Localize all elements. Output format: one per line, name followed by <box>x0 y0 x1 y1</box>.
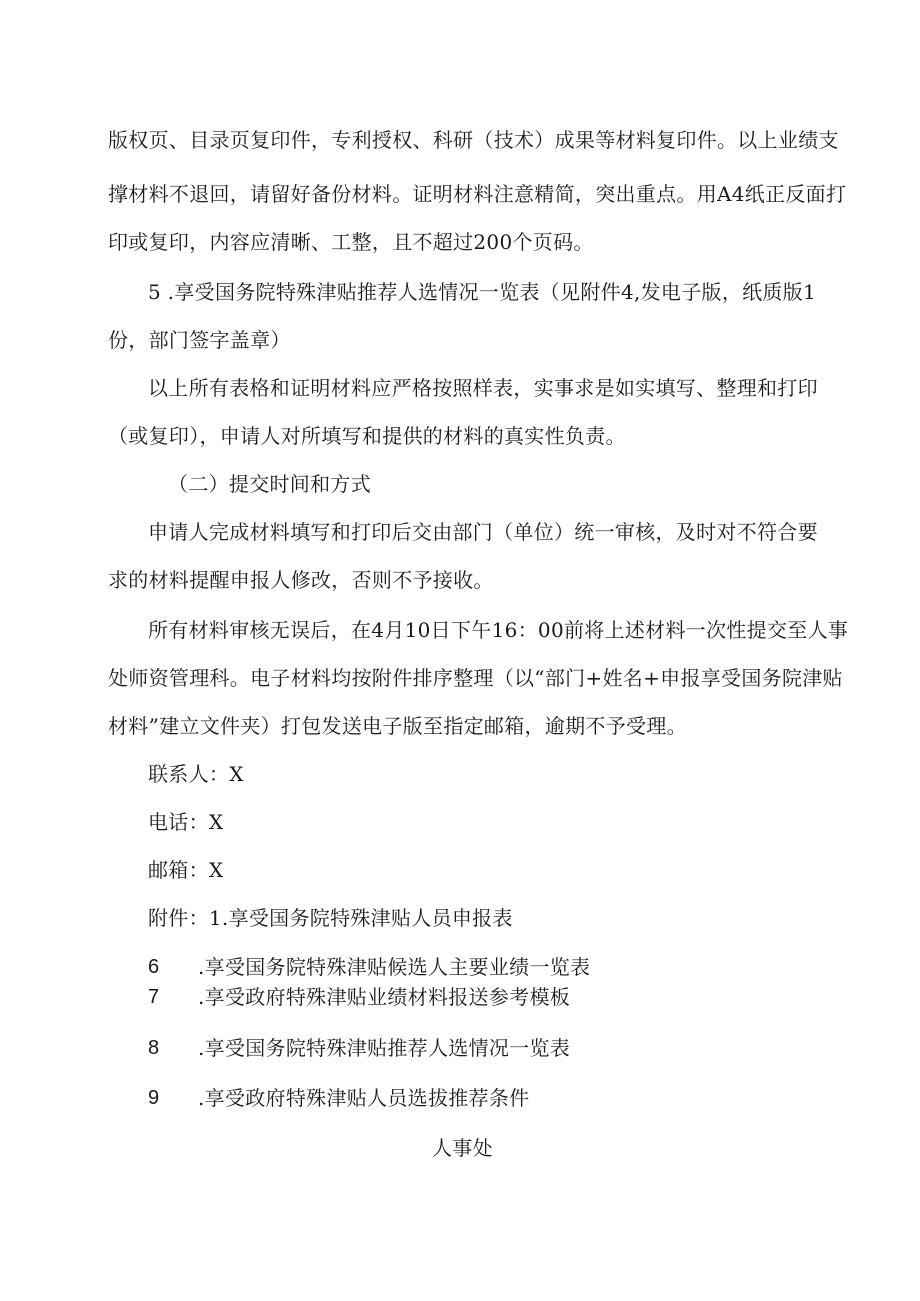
contact-person: 联系人：X <box>148 762 244 786</box>
attachment-number: 7 <box>148 986 160 1008</box>
submit-line-2: 处师资管理科。电子材料均按附件排序整理（以“部门+姓名+申报享受国务院津贴 <box>108 666 843 690</box>
truth-line-1: 以上所有表格和证明材料应严格按照样表，实事求是如实填写、整理和打印 <box>148 376 818 400</box>
attachment-number: 9 <box>148 1087 160 1109</box>
submit-line-3: 材料”建立文件夹）打包发送电子版至指定邮箱，逾期不予受理。 <box>108 714 687 738</box>
contact-email: 邮箱：X <box>148 858 224 882</box>
submit-line-1: 所有材料审核无误后，在4月10日下午16：00前将上述材料一次性提交至人事 <box>148 618 849 642</box>
materials-line-3: 印或复印，内容应清晰、工整，且不超过200个页码。 <box>108 230 594 254</box>
item5-line-2: 份，部门签字盖章） <box>108 328 291 352</box>
section-subheading: （二）提交时间和方式 <box>168 472 371 496</box>
materials-line-1: 版权页、目录页复印件，专利授权、科研（技术）成果等材料复印件。以上业绩支 <box>108 128 839 152</box>
signature-department: 人事处 <box>432 1136 493 1160</box>
truth-line-2: （或复印），申请人对所填写和提供的材料的真实性负责。 <box>108 424 626 448</box>
attachment-title: .享受国务院特殊津贴推荐人选情况一览表 <box>198 1036 571 1060</box>
attachment-number: 6 <box>148 956 160 978</box>
attachment-title: .享受政府特殊津贴业绩材料报送参考模板 <box>198 985 571 1009</box>
attachment-number: 8 <box>148 1037 160 1059</box>
item5-line-1: 5 .享受国务院特殊津贴推荐人选情况一览表（见附件4,发电子版，纸质版1 <box>148 280 817 304</box>
attachments-header: 附件：1.享受国务院特殊津贴人员申报表 <box>148 906 513 930</box>
materials-line-2: 撑材料不退回，请留好备份材料。证明材料注意精简，突出重点。用A4纸正反面打 <box>108 182 847 206</box>
contact-phone: 电话：X <box>148 810 224 834</box>
review-line-2: 求的材料提醒申报人修改，否则不予接收。 <box>108 568 494 592</box>
review-line-1: 申请人完成材料填写和打印后交由部门（单位）统一审核，及时对不符合要 <box>148 520 818 544</box>
attachment-title: .享受政府特殊津贴人员选拔推荐条件 <box>198 1086 530 1110</box>
attachment-title: .享受国务院特殊津贴候选人主要业绩一览表 <box>198 955 591 979</box>
